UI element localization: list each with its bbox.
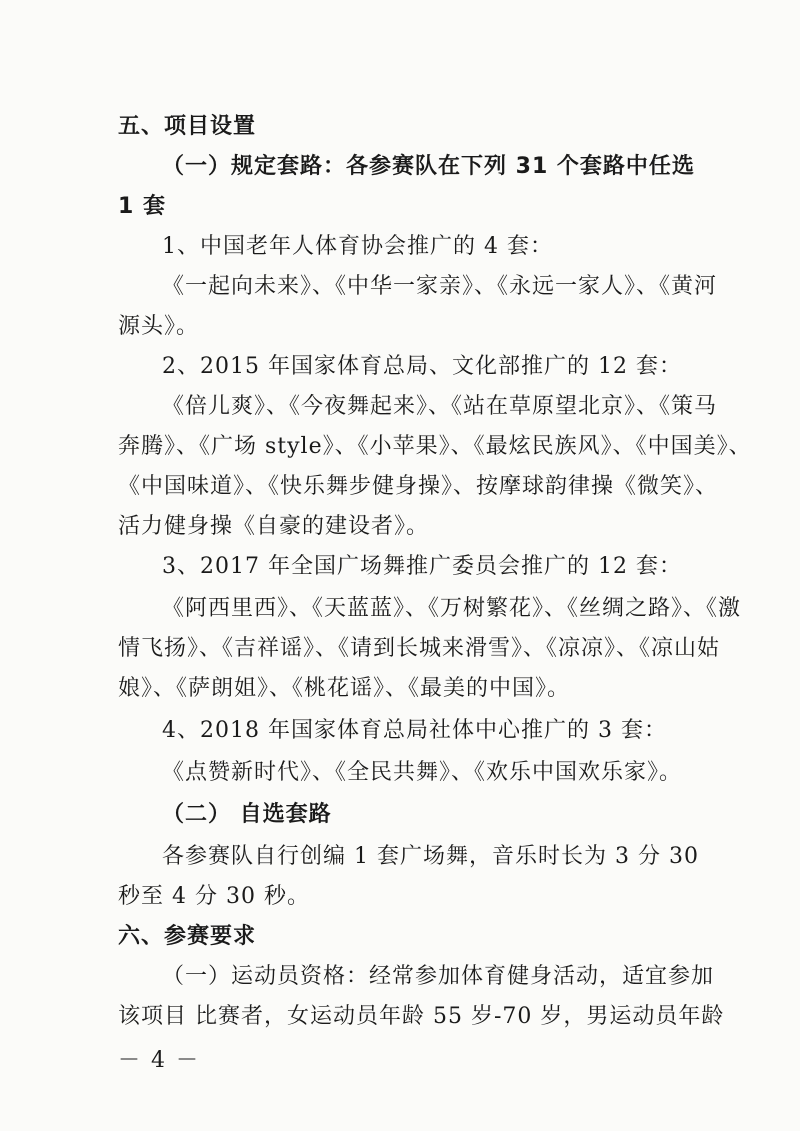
section-title-prescribed: （一）规定套路：各参赛队在下列 31 个套路中任选 [162,154,695,179]
item-1-line: 源头》。 [118,314,200,339]
item-3-line: 娘》、《萨朗姐》、《桃花谣》、《最美的中国》。 [118,676,571,701]
item-3-heading: 3、2017 年全国广场舞推广委员会推广的 12 套： [162,554,682,579]
section-title-self-selected: （二） 自选套路 [162,802,332,827]
section-2-line: 各参赛队自行创编 1 套广场舞，音乐时长为 3 分 30 [162,844,699,869]
section-6-line: （一）运动员资格：经常参加体育健身活动，适宜参加 [162,964,715,989]
item-2-line: 《倍儿爽》、《今夜舞起来》、《站在草原望北京》、《策马 [162,394,718,419]
item-4-line: 《点赞新时代》、《全民共舞》、《欢乐中国欢乐家》。 [162,760,683,785]
item-2-line: 活力健身操《自豪的建设者》。 [118,514,430,539]
item-3-line: 《阿西里西》、《天蓝蓝》、《万树繁花》、《丝绸之路》、《激 [162,596,742,621]
heading-project-settings: 五、项目设置 [118,114,257,139]
section-6-line: 该项目 比赛者，女运动员年龄 55 岁-70 岁，男运动员年龄 [118,1004,725,1029]
item-1-heading: 1、中国老年人体育协会推广的 4 套： [162,234,553,259]
heading-requirements: 六、参赛要求 [118,924,257,949]
item-1-line: 《一起向未来》、《中华一家亲》、《永远一家人》、《黄河 [162,274,718,299]
item-4-heading: 4、2018 年国家体育总局社体中心推广的 3 套： [162,718,667,743]
page-number: － 4 － [118,1048,200,1073]
item-2-line: 奔腾》、《广场 style》、《小苹果》、《最炫民族风》、《中国美》、 [118,434,752,459]
item-2-heading: 2、2015 年国家体育总局、文化部推广的 12 套： [162,354,682,379]
section-2-line: 秒至 4 分 30 秒。 [118,884,310,909]
item-3-line: 情飞扬》、《吉祥谣》、《请到长城来滑雪》、《凉凉》、《凉山姑 [118,636,721,661]
item-2-line: 《中国味道》、《快乐舞步健身操》、按摩球韵律操《微笑》、 [118,474,719,499]
section-title-prescribed-cont: 1 套 [118,194,166,219]
